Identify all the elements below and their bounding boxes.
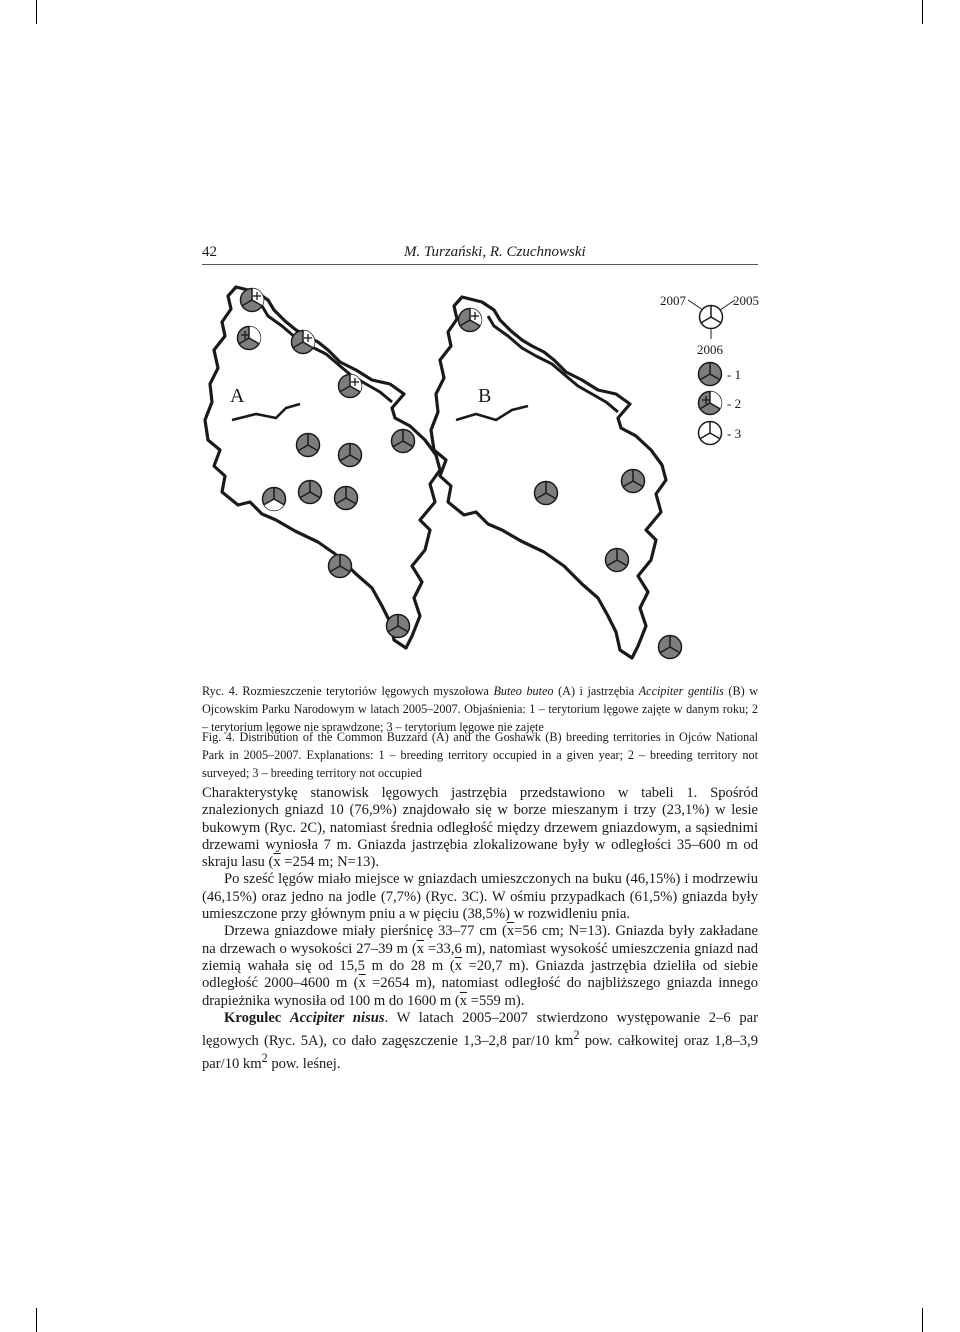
caption-pl-text-1: Ryc. 4. Rozmieszczenie terytoriów lęgowych myszołowa <box>202 684 494 698</box>
mean-symbol: $\overline{x}$ <box>459 992 468 1009</box>
legend-year-2007: 2007 <box>660 293 686 308</box>
crop-mark-bottom-left <box>36 1308 37 1332</box>
body-paragraph-4: Krogulec Accipiter nisus. W latach 2005–2007 stwierdzono występowanie 2–6 par lęgowych (Ryc. 5A), co dało zagęszczenie 1,3–2,8 par/10 $km^2$ pow. całkowitej oraz 1,8–3,9 par/10 $km^2$ pow. leśnej. <box>202 1009 758 1073</box>
legend-year-2005: 2005 <box>733 293 759 308</box>
legend-item-3: - 3 <box>727 426 742 441</box>
caption-pl-species-accipiter: Accipiter gentilis <box>638 684 724 698</box>
caption-pl-species-buteo: Buteo buteo <box>493 684 554 698</box>
crop-mark-bottom-right <box>922 1308 923 1332</box>
legend-year-2006: 2006 <box>697 342 723 357</box>
panel-a-map <box>205 287 440 648</box>
mean-symbol: $\overline{x}$ <box>358 975 366 992</box>
caption-pl-text-2: (A) i jastrzębia <box>553 684 639 698</box>
mean-symbol: $\overline{x}$ <box>416 940 425 957</box>
mean-symbol: $\overline{x}$ <box>273 854 281 871</box>
species-heading: Krogulec <box>224 1009 290 1026</box>
species-heading-latin: Accipiter nisus <box>289 1009 385 1026</box>
mean-symbol: $\overline{x}$ <box>506 923 515 940</box>
legend-item-1: - 1 <box>727 367 742 382</box>
panel-b-label: B <box>478 385 492 407</box>
legend-item-2: - 2 <box>727 396 742 411</box>
body-paragraph-2: Po sześć lęgów miało miejsce w gniazdach umieszczonych na buku (46,15%) i modrzewiu (46,15%) oraz jedno na jodle (7,7%) (Ryc. 3C). W ośmiu przypadkach (61,5%) gniazda były umieszczone przy głównym pniu a w pięciu (38,5%) w rozwidleniu pnia. <box>202 871 758 923</box>
caption-pl-text-3: (B) w Ojcowskim Parku Narodowym w latach 2005–2007. Objaśnienia: 1 – terytorium lęgowe zajęte w danym roku; 2 – terytorium lęgowe nie sprawdzone; 3 – terytorium lęgowe nie zajęte <box>202 684 758 734</box>
figure-legend <box>660 293 759 445</box>
body-paragraph-3: Drzewa gniazdowe miały pierśnicę 33–77 cm ($\overline{x}=56$ cm; N=13). Gniazda były zakładane na drzewach o wysokości 27–39 m ($\overline{x} =33,6$ m), natomiast wysokość umieszczenia gniazd nad ziemią wahała się od 15,5 m do 28 m ($\overline{x} =20,7$ m). Gniazda jastrzębia dzieliła od siebie odległość 2000–4600 m ($\overline{x} =2654$ m), natomiast odległość do najbliższego gniazda innego drapieżnika wynosiła od 100 m do 1600 m ($\overline{x} =559$ m). <box>202 923 759 1009</box>
body-text <box>202 785 758 1073</box>
running-header-authors: M. Turzański, R. Czuchnowski <box>404 244 586 260</box>
panel-b-map <box>431 297 682 659</box>
page-number: 42 <box>202 244 217 260</box>
mean-symbol: $\overline{x}$ <box>454 957 463 974</box>
figure-caption-english: Fig. 4. Distribution of the Common Buzzard (A) and the Goshawk (B) breeding territories in Ojców National Park in 2005–2007. Explanations: 1 – breeding territory occupied in a given year; 2 – breeding territory not surveyed; 3 – breeding territory not occupied <box>202 730 758 780</box>
body-paragraph-1: Charakterystykę stanowisk lęgowych jastrzębia przedstawiono w tabeli 1. Spośród znalezionych gniazd 10 (76,9%) znajdowało się w borze mieszanym i trzy (23,1%) w lesie bukowym (Ryc. 2C), natomiast średnia odległość między drzewem gniazdowym, a sąsiednimi drzewami wyniosła 7 m. Gniazda jastrzębia zlokalizowane były w odległości 35–600 m od skraju lasu ($\overline{x} =254$ m; N=13). <box>202 785 758 871</box>
panel-a-label: A <box>230 385 245 407</box>
